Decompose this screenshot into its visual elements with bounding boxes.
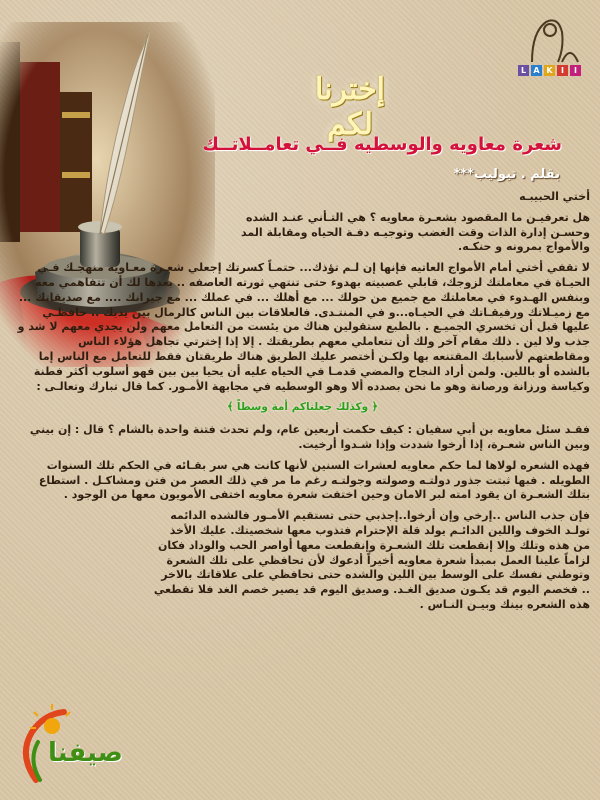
author-line: بقلم . تيوليب*** (453, 167, 560, 182)
quran-verse: ﴿ وكذلك جعلناكم أمة وسطاً ﴾ (227, 401, 378, 414)
greeting: أختي الحبيبـه (519, 190, 590, 203)
paragraph: فقـد سئل معاويه بن أبي سفيان : كيف حكمت أربعين عام، ولم تحدث فتنة واحدة بالشام ؟ قال : إن بيني وبين الناس شعـرة، إذا أرخوا شددت وإذا شـدوا أرخيت. (29, 423, 590, 451)
paragraph: لا تقفي أختي أمام الأمواج العاتيه فإنها إن لـم تؤذك... حتمـاً كسرتك إجعلي شعـرة معـاويه منهجـك فـي الحيـاة في معاملتك لزوجك، قابلي عصبيته بهدوء حتى تنتهي ثورته العاصفه .. بعدها لك أن تتفاهمي معه وبنفس الهـدوء في معاملتك مع جميع من حولك ... مع أهلك ... في عملك ... مع جيرانك .... مع صديقاتك ... مع زميـلاتك ورفيقـاتك في الحيـاه...و في المنتـدى. فالعلاقات بين الناس كالرمال بين يديك .. حافظـي عليها قبل أن تخسري الجميـع . بالطبع ستقولين هناك من يئست من التعامل معهم ولن يجدي معهم لا شد و جذب ولا لين . ذلك مقام آخر ولك أن تتعاملي معهم بطريقتك . إلا إذا إخترتي تجاهل هؤلاء الناس ومقاطعتهم لأسبابك المقتنعه بها ولكـن أختصر عليك الطريق هناك طريقتان فقط للتعامل مع الناس إما بالشده أو باللين. ولمن أراد النجاح والمضي قدمـا في الحياه عليه أن يحيا بين بين فهو أسلوب أكثر فطنة وكياسة ورزانة ورصانة وهو ما نحن بصدده ألا وهو الوسطيه في مجابهة الأمـور. كما قال تبارك وتعالـى : (17, 261, 590, 393)
laki-figure-icon (518, 14, 588, 64)
article-subtitle: شعرة معاويه والوسطيه فــي تعامــلاتــك (202, 134, 562, 155)
paragraph: فإن جذب الناس ..إرخي وإن أرخوا..إجذبي حتى تستقيم الأمـور فالشده الدائمه تولـد الخوف واللين الدائـم يولد قلة الإحترام فتذوب معها شخصيتك. عليك الأخذ من هذه وتلك وإلا إنقطعت تلك الشعـرة وإنقطعت معها أواصر الحب والوداد فكان لزاماً علينا العمل بمبدأ شعرة معاويه أخيراً أدعوك لأن تحافظي على تلك الشعرة وتوطني نفسك على الوسط بين اللين والشده حتى تحافظي على علاقاتك بالاخر .. فخصم اليوم قد يكـون صديق الغـد. وصديق اليوم قد يصير خصم الغد فلا تقطعي هذه الشعره بينك وبيـن النـاس . (153, 509, 590, 611)
article-body (15, 190, 590, 619)
laki-letter: I (570, 65, 581, 76)
paragraph: فهذه الشعره لولاها لما حكم معاويه لعشرات السنين لأنها كانت هي سر بقـائه في الحكم تلك السنوات الطويله . فبها ثبتت جذور دولتـه وصولته وجولتـه رغم ما مر في ذلك العصر من فتن ومشاكـل . استطاع بتلك الشعـرة ان يقود امته لبر الامان وحين اختفت شعرة معاويه اختفى الأمويون معها من الوجود . (38, 458, 590, 502)
laki-letter: K (544, 65, 555, 76)
laki-letter: I (557, 65, 568, 76)
page-title: إخترنا لكم (315, 72, 385, 142)
laki-letter: L (518, 65, 529, 76)
laki-logo (518, 14, 588, 76)
laki-letter: A (531, 65, 542, 76)
site-name: صيفنا (48, 738, 123, 768)
paragraph: هل تعرفيـن ما المقصود بشعـرة معاويه ؟ هي التـأني عنـد الشده وحسـن إدارة الذات وقت الغضب وتوجيـه دفـة الحياه ومقابلة المد والأمواج بمرونه و حنكـه. (240, 210, 590, 254)
